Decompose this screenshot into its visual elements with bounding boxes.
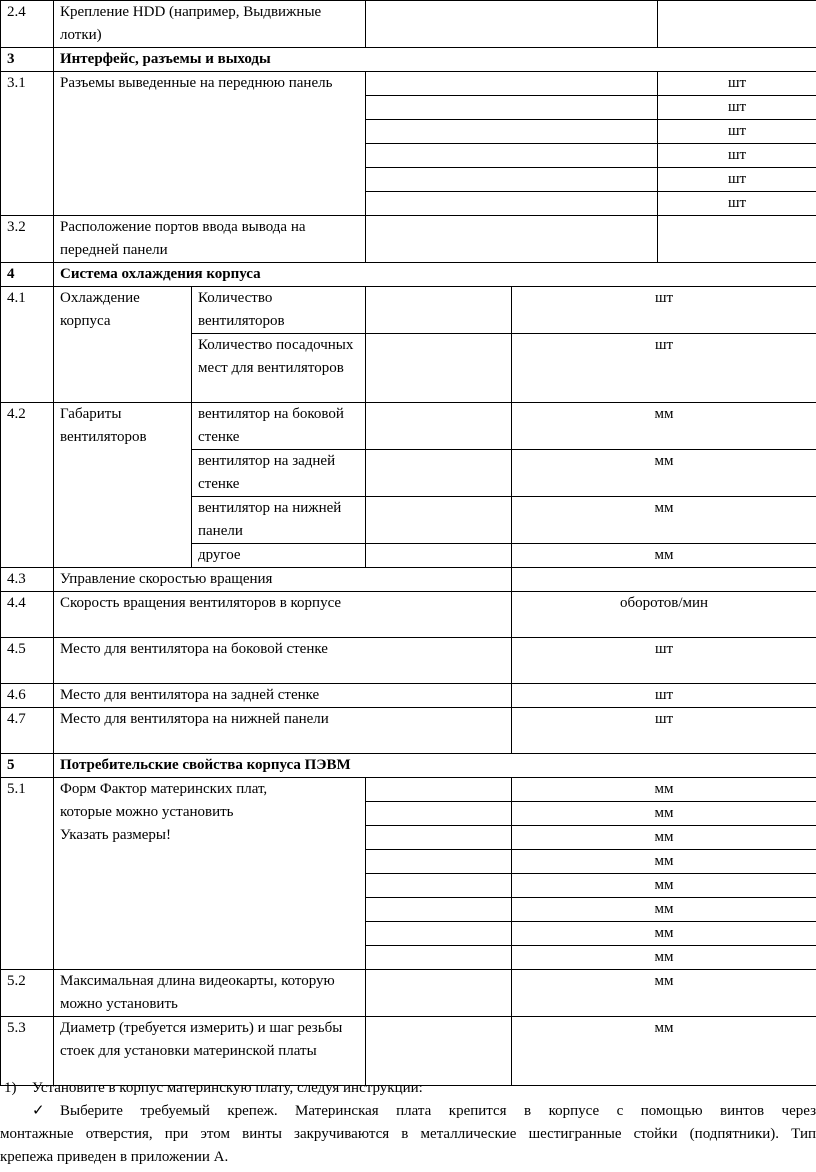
unit-cell: мм bbox=[512, 802, 816, 826]
unit-cell: шт bbox=[658, 120, 816, 144]
value-cell[interactable] bbox=[366, 72, 658, 96]
value-cell[interactable] bbox=[366, 334, 512, 403]
unit-cell: мм bbox=[512, 826, 816, 850]
instruction-bullet-end bbox=[0, 1146, 816, 1169]
row-number: 2.4 bbox=[1, 1, 54, 48]
value-cell[interactable] bbox=[366, 922, 512, 946]
unit-cell: шт bbox=[512, 708, 816, 754]
row-number: 4.3 bbox=[1, 568, 54, 592]
row-label: Место для вентилятора на нижней панели bbox=[54, 708, 512, 754]
section-row bbox=[1, 263, 816, 287]
table-row bbox=[1, 708, 816, 754]
row-number: 3.1 bbox=[1, 72, 54, 216]
row-label: Скорость вращения вентиляторов в корпусе bbox=[54, 592, 512, 638]
unit-cell: шт bbox=[512, 638, 816, 684]
value-cell[interactable] bbox=[366, 826, 512, 850]
table-row bbox=[1, 403, 816, 450]
row-label-line: которые можно установить bbox=[60, 804, 234, 820]
value-cell[interactable] bbox=[658, 1, 816, 48]
row-number: 3.2 bbox=[1, 216, 54, 263]
row-number: 4.1 bbox=[1, 287, 54, 403]
value-cell[interactable] bbox=[366, 120, 658, 144]
unit-cell: мм bbox=[512, 898, 816, 922]
row-number: 4.2 bbox=[1, 403, 54, 568]
row-number: 5.3 bbox=[1, 1017, 54, 1086]
value-cell[interactable] bbox=[366, 898, 512, 922]
instruction-step bbox=[0, 1077, 816, 1100]
row-number: 4.5 bbox=[1, 638, 54, 684]
instruction-bullet bbox=[0, 1100, 816, 1123]
table-row bbox=[1, 638, 816, 684]
instruction-bullet-continued bbox=[0, 1123, 816, 1146]
table-row bbox=[1, 216, 816, 263]
row-label: Охлаждение корпуса bbox=[54, 287, 192, 403]
value-cell[interactable] bbox=[366, 287, 512, 334]
value-cell[interactable] bbox=[366, 497, 512, 544]
instructions bbox=[0, 1077, 816, 1169]
value-cell[interactable] bbox=[512, 568, 816, 592]
table-row bbox=[1, 287, 816, 334]
row-label: Максимальная длина видеокарты, которую можно установить bbox=[54, 970, 366, 1017]
unit-cell: мм bbox=[512, 1017, 816, 1086]
row-number: 5.2 bbox=[1, 970, 54, 1017]
value-cell[interactable] bbox=[366, 1017, 512, 1086]
value-cell[interactable] bbox=[366, 1, 658, 48]
table-row bbox=[1, 1017, 816, 1086]
unit-cell: оборотов/мин bbox=[512, 592, 816, 638]
unit-cell: мм bbox=[512, 497, 816, 544]
unit-cell: шт bbox=[658, 144, 816, 168]
row-label: Место для вентилятора на боковой стенке bbox=[54, 638, 512, 684]
value-cell[interactable] bbox=[366, 96, 658, 120]
unit-cell: мм bbox=[512, 874, 816, 898]
section-title: Интерфейс, разъемы и выходы bbox=[54, 48, 816, 72]
section-number: 5 bbox=[1, 754, 54, 778]
unit-cell: шт bbox=[512, 684, 816, 708]
value-cell[interactable] bbox=[366, 192, 658, 216]
unit-cell: мм bbox=[512, 922, 816, 946]
unit-cell: шт bbox=[512, 334, 816, 403]
sub-label: другое bbox=[192, 544, 366, 568]
value-cell[interactable] bbox=[366, 216, 658, 263]
unit-cell: мм bbox=[512, 850, 816, 874]
table-row bbox=[1, 970, 816, 1017]
value-cell[interactable] bbox=[366, 970, 512, 1017]
value-cell[interactable] bbox=[366, 168, 658, 192]
unit-cell: мм bbox=[512, 544, 816, 568]
section-number: 3 bbox=[1, 48, 54, 72]
check-mark-icon: ✓ bbox=[32, 1103, 45, 1119]
unit-cell: мм bbox=[512, 970, 816, 1017]
table-row bbox=[1, 568, 816, 592]
bullet-text: монтажные отверстия, при этом винты закручиваются в металлические шестигранные стойки (подпятники). Тип bbox=[0, 1126, 816, 1142]
section-title: Потребительские свойства корпуса ПЭВМ bbox=[54, 754, 816, 778]
table-row bbox=[1, 778, 816, 802]
table-row bbox=[1, 72, 816, 96]
value-cell[interactable] bbox=[366, 778, 512, 802]
bullet-text: Выберите требуемый крепеж. Материнская плата крепится в корпусе с помощью винтов через bbox=[60, 1103, 816, 1119]
value-cell[interactable] bbox=[366, 850, 512, 874]
row-number: 5.1 bbox=[1, 778, 54, 970]
section-title: Система охлаждения корпуса bbox=[54, 263, 816, 287]
unit-cell: мм bbox=[512, 403, 816, 450]
bullet-text: крепежа приведен в приложении А. bbox=[0, 1149, 229, 1165]
row-number: 4.4 bbox=[1, 592, 54, 638]
unit-cell: мм bbox=[512, 450, 816, 497]
row-label: Разъемы выведенные на переднюю панель bbox=[54, 72, 366, 216]
table-row bbox=[1, 1, 816, 48]
row-label: Габариты вентиляторов bbox=[54, 403, 192, 568]
value-cell[interactable] bbox=[366, 802, 512, 826]
section-number: 4 bbox=[1, 263, 54, 287]
value-cell[interactable] bbox=[366, 874, 512, 898]
row-number: 4.6 bbox=[1, 684, 54, 708]
unit-cell: шт bbox=[658, 96, 816, 120]
value-cell[interactable] bbox=[366, 450, 512, 497]
sub-label: вентилятор на боковой стенке bbox=[192, 403, 366, 450]
sub-label: вентилятор на задней стенке bbox=[192, 450, 366, 497]
value-cell[interactable] bbox=[366, 403, 512, 450]
row-label: Место для вентилятора на задней стенке bbox=[54, 684, 512, 708]
section-row bbox=[1, 754, 816, 778]
section-row bbox=[1, 48, 816, 72]
sub-label: Количество посадочных мест для вентиляторов bbox=[192, 334, 366, 403]
unit-cell: шт bbox=[512, 287, 816, 334]
sub-label: Количество вентиляторов bbox=[192, 287, 366, 334]
table-row bbox=[1, 684, 816, 708]
step-text: Установите в корпус материнскую плату, следуя инструкции: bbox=[32, 1080, 423, 1096]
row-number: 4.7 bbox=[1, 708, 54, 754]
unit-cell: мм bbox=[512, 778, 816, 802]
unit-cell: шт bbox=[658, 72, 816, 96]
row-label-line: Форм Фактор материнских плат, bbox=[60, 781, 268, 797]
table-row bbox=[1, 592, 816, 638]
step-number: 1) bbox=[4, 1080, 17, 1096]
sub-label: вентилятор на нижней панели bbox=[192, 497, 366, 544]
unit-cell: шт bbox=[658, 192, 816, 216]
value-cell[interactable] bbox=[366, 144, 658, 168]
row-label: Управление скоростью вращения bbox=[54, 568, 512, 592]
row-label: Расположение портов ввода вывода на передней панели bbox=[54, 216, 366, 263]
value-cell[interactable] bbox=[658, 216, 816, 263]
value-cell[interactable] bbox=[366, 946, 512, 970]
row-label-line: Указать размеры! bbox=[60, 827, 171, 843]
row-label: Диаметр (требуется измерить) и шаг резьбы стоек для установки материнской платы bbox=[54, 1017, 366, 1086]
unit-cell: шт bbox=[658, 168, 816, 192]
row-label bbox=[54, 778, 366, 970]
value-cell[interactable] bbox=[366, 544, 512, 568]
unit-cell: мм bbox=[512, 946, 816, 970]
row-label: Крепление HDD (например, Выдвижные лотки) bbox=[54, 1, 366, 48]
